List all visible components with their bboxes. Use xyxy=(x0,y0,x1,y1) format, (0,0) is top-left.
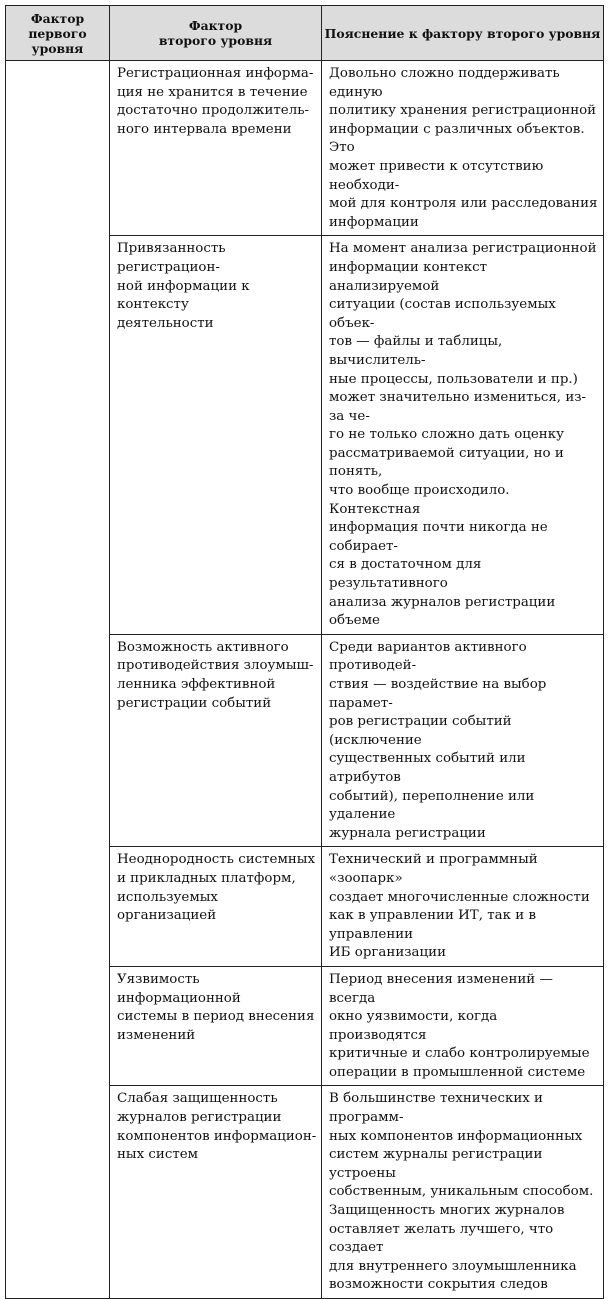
level2-factor-cell: Возможность активного противодействия злоумыш- ленника эффективной регистрации событий xyxy=(110,634,322,847)
explanation-cell: На момент анализа регистрационной информации контекст анализируемой ситуации (состав используемых объек- тов — файлы и таблицы, вычислитель- ные процессы, пользователи и пр.) может значительно измениться, из-за че- го не только сложно дать оценку рассматриваемой ситуации, но и понять, что вообще происходило. Контекстная информация почти никогда не собирает- ся в достаточном для результативного анализа журналов регистрации объеме xyxy=(322,236,604,634)
header-level1-factor: Фактор первого уровня xyxy=(6,6,110,61)
document-page xyxy=(5,5,603,1299)
explanation-cell: Среди вариантов активного противодей- ствия — воздействие на выбор парамет- ров регистрации событий (исключение существенных событий или атрибутов событий), переполнение или удаление журнала регистрации xyxy=(322,634,604,847)
table-header-row xyxy=(6,6,604,61)
explanation-cell: Период внесения изменений — всегда окно уязвимости, когда производятся критичные и слабо контролируемые операции в промышленной системе xyxy=(322,966,604,1086)
explanation-cell: Довольно сложно поддерживать единую политику хранения регистрационной информации с различных объектов. Это может привести к отсутствию необходи- мой для контроля или расследования информации xyxy=(322,61,604,236)
explanation-cell: В большинстве технических и программ- ных компонентов информационных систем журналы регистрации устроены собственным, уникальным способом. Защищенность многих журналов оставляет желать лучшего, что создает для внутреннего злоумышленника возможности сокрытия следов xyxy=(322,1086,604,1299)
level2-factor-cell: Слабая защищенность журналов регистрации компонентов информацион- ных систем xyxy=(110,1086,322,1299)
level2-factor-cell: Привязанность регистрацион- ной информации к контексту деятельности xyxy=(110,236,322,634)
level2-factor-cell: Уязвимость информационной системы в период внесения изменений xyxy=(110,966,322,1086)
header-explanation: Пояснение к фактору второго уровня xyxy=(322,6,604,61)
level1-factor-cell xyxy=(6,61,110,1299)
level2-factor-cell: Регистрационная информа- ция не хранится в течение достаточно продолжитель- ного интервала времени xyxy=(110,61,322,236)
header-level2-factor: Фактор второго уровня xyxy=(110,6,322,61)
table-row xyxy=(6,61,604,236)
factors-table xyxy=(5,5,604,1299)
explanation-cell: Технический и программный «зоопарк» создает многочисленные сложности как в управлении ИТ, так и в управлении ИБ организации xyxy=(322,847,604,967)
level2-factor-cell: Неоднородность системных и прикладных платформ, используемых организацией xyxy=(110,847,322,967)
